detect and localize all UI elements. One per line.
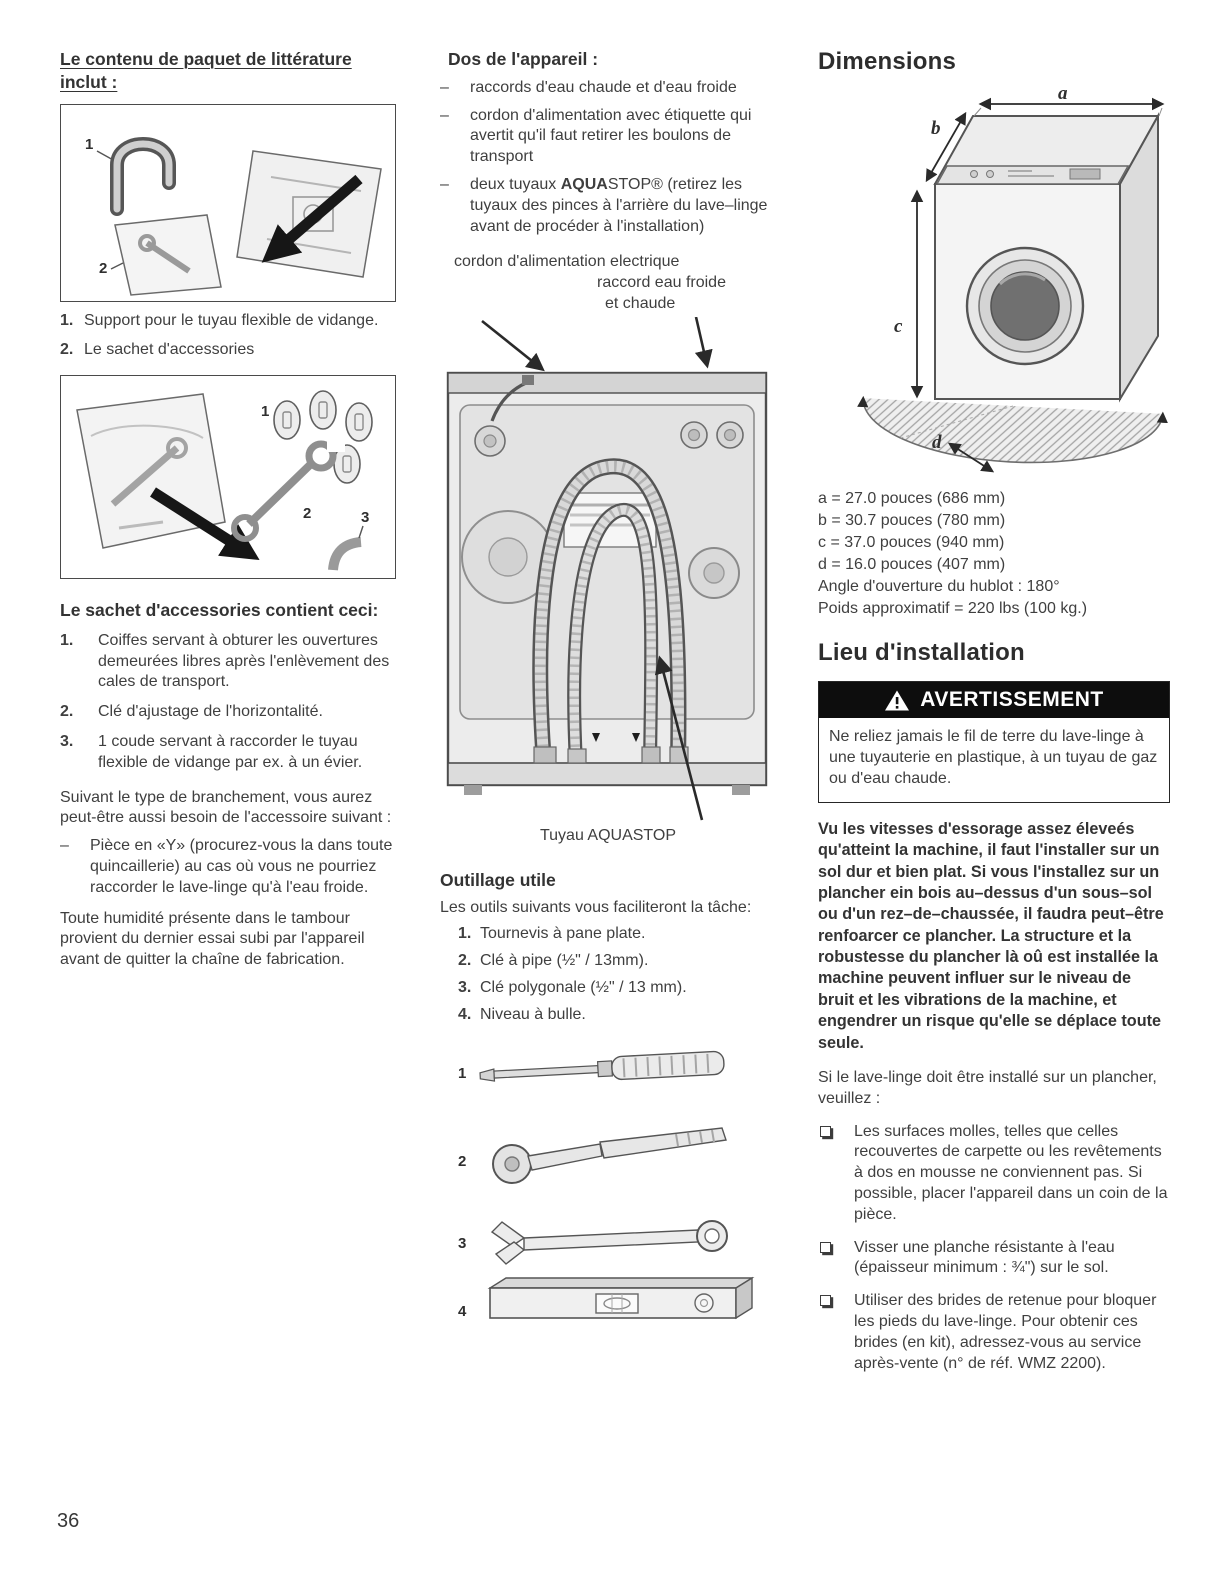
item-number: 3. xyxy=(458,979,472,997)
dash-marker: – xyxy=(60,837,69,855)
dash-text: cordon d'alimentation avec étiquette qui avertit qu'il faut retirer les boulons de transport xyxy=(470,106,752,166)
item-number: 2. xyxy=(458,952,472,970)
item-text: Tournevis à pane plate. xyxy=(480,925,646,943)
checkbox-text: Les surfaces molles, telles que celles recouvertes de carpette ou les revêtements à dos en mousse ne conviennent pas. Si possible, placer l'appareil dans un coin de la pièce. xyxy=(854,1122,1168,1223)
accessory-bag-illustration xyxy=(61,376,391,578)
tool-label-2: 2 xyxy=(458,1152,467,1170)
dash-marker: – xyxy=(440,175,449,193)
dimensions-illustration xyxy=(818,84,1170,482)
dash-marker: – xyxy=(440,78,449,96)
dash-marker: – xyxy=(440,106,449,124)
list-item xyxy=(458,978,776,999)
dimension-b: b = 30.7 pouces (780 mm) xyxy=(818,511,1006,529)
dash-item xyxy=(440,175,776,237)
dash-text: Pièce en «Y» (procurez-vous la dans toute quincaillerie) au cas où vous ne pourriez raccorder le lave-linge qu'à l'eau froide. xyxy=(90,837,393,896)
section-title-back: Dos de l'appareil : xyxy=(448,49,599,69)
figure-caption-aquastop: Tuyau AQUASTOP xyxy=(539,826,677,844)
list-item xyxy=(458,951,776,972)
item-number: 1. xyxy=(60,631,74,649)
list-item xyxy=(458,924,776,945)
dash-text xyxy=(470,175,776,237)
item-text: Clé à pipe (½" / 13mm). xyxy=(480,952,649,970)
column-left xyxy=(60,48,396,971)
checkbox-text: Utiliser des brides de retenue pour bloquer les pieds du lave-linge. Pour obtenir ces brides (en kit), adressez-vous au service après-vente (n° de réf. WMZ 2200). xyxy=(854,1292,1157,1372)
item-text: Coiffes servant à obturer les ouvertures demeurées libres après l'enlèvement des cales de transport. xyxy=(98,631,390,691)
dash-text-bold: AQUA xyxy=(560,175,608,193)
dimension-d: d = 16.0 pouces (407 mm) xyxy=(818,555,1006,573)
dimension-a: a = 27.0 pouces (686 mm) xyxy=(818,490,1006,507)
figure-washer-back xyxy=(446,317,776,822)
dimension-weight: Poids approximatif = 220 lbs (100 kg.) xyxy=(818,599,1088,617)
checkbox-square-icon xyxy=(818,1122,854,1226)
item-text: Support pour le tuyau flexible de vidange. xyxy=(84,311,379,329)
dim-label-a: a xyxy=(1058,84,1068,104)
tool-label-3: 3 xyxy=(458,1234,467,1252)
callout-line: raccord eau froide xyxy=(597,274,726,292)
item-number: 1. xyxy=(60,311,74,329)
callout-line: et chaude xyxy=(605,295,676,313)
dim-label-b: b xyxy=(931,118,941,139)
dim-label-d: d xyxy=(932,432,942,453)
callout-water-connections xyxy=(597,273,776,315)
dash-text-post: STOP® (retirez les tuyaux des pinces à l'arrière du lave–linge avant de procéder à l'installation) xyxy=(470,175,768,235)
paragraph: Si le lave-linge doit être installé sur un plancher, veuillez : xyxy=(818,1068,1157,1107)
dash-text: raccords d'eau chaude et d'eau froide xyxy=(470,78,737,96)
item-text: Clé polygonale (½" / 13 mm). xyxy=(480,979,687,997)
item-number: 4. xyxy=(458,1005,472,1023)
section-title-installation: Lieu d'installation xyxy=(818,639,1025,667)
list-item xyxy=(60,702,396,723)
paragraph: Les outils suivants vous faciliteront la tâche: xyxy=(440,898,752,916)
washer-back-illustration xyxy=(446,317,768,822)
dash-text-pre: deux tuyaux xyxy=(470,175,561,193)
list-item xyxy=(60,631,396,693)
dimension-c: c = 37.0 pouces (940 mm) xyxy=(818,533,1005,551)
dimension-angle: Angle d'ouverture du hublot : 180° xyxy=(818,577,1060,595)
column-right xyxy=(818,48,1170,1374)
item-text: Clé d'ajustage de l'horizontalité. xyxy=(98,703,323,721)
item-number: 3. xyxy=(60,733,74,751)
item-number: 2. xyxy=(60,341,74,359)
warning-header xyxy=(819,682,1169,718)
checkbox-item xyxy=(818,1291,1170,1374)
checkbox-square-icon xyxy=(818,1238,854,1280)
page-number: 36 xyxy=(57,1510,80,1532)
list-item xyxy=(60,340,396,361)
checkbox-item xyxy=(818,1238,1170,1280)
warning-box xyxy=(818,681,1170,802)
list-item xyxy=(60,732,396,774)
paragraph: Toute humidité présente dans le tambour provient du dernier essai subi par l'appareil avant de quitter la chaîne de fabrication. xyxy=(60,909,365,969)
callout-power-cord: cordon d'alimentation electrique xyxy=(454,253,680,271)
figure-label-1: 1 xyxy=(261,403,270,421)
warning-body: Ne reliez jamais le fil de terre du lave-linge à une tuyauterie en plastique, à un tuyau de gaz ou d'eau chaude. xyxy=(829,728,1158,788)
warning-title: AVERTISSEMENT xyxy=(920,688,1104,712)
tools-illustration xyxy=(450,1036,772,1334)
section-title-tools: Outillage utile xyxy=(440,869,556,890)
list-item xyxy=(60,311,396,332)
dim-label-c: c xyxy=(894,316,903,337)
tool-label-4: 4 xyxy=(458,1302,467,1320)
figure-label-1: 1 xyxy=(85,135,94,153)
figure-label-2: 2 xyxy=(303,505,312,523)
tool-label-1: 1 xyxy=(458,1064,467,1082)
figure-tools xyxy=(450,1036,776,1334)
section-title-dimensions: Dimensions xyxy=(818,48,957,75)
dash-item xyxy=(60,836,396,898)
column-middle xyxy=(440,48,776,1334)
warning-triangle-icon xyxy=(884,689,910,712)
tools-list xyxy=(458,924,776,1025)
checkbox-text: Visser une planche résistante à l'eau (épaisseur minimum : ¾") sur le sol. xyxy=(854,1238,1115,1277)
item-number: 2. xyxy=(60,703,74,721)
section-title-bag-contents: Le sachet d'accessories contient ceci: xyxy=(60,600,379,621)
dash-item xyxy=(440,106,776,168)
installation-warning-paragraph: Vu les vitesses d'essorage assez éleveés qu'atteint la machine, il faut l'installer sur un sol dur et bien plat. Si vous l'installez sur un plancher ein bois au–dessus d'un sous–sol ou d'un rez–de–chaussée, il faudra peut–être renfoarcer ce plancher. La structure et la robustesse du plancher là oû est installée la machine peuvent influer sur le niveau de bruit et les vibrations de la machine, et engendrer un risque qu'elle se déplace toute seule. xyxy=(818,819,1164,1052)
figure-dimensions xyxy=(818,84,1170,482)
item-text: 1 coude servant à raccorder le tuyau flexible de vidange par ex. à un évier. xyxy=(98,733,363,771)
item-text: Niveau à bulle. xyxy=(480,1005,586,1023)
paragraph: Suivant le type de branchement, vous aurez peut-être aussi besoin de l'accessoire suivant : xyxy=(60,788,392,827)
section-title-literature: Le contenu de paquet de littérature inclut : xyxy=(60,49,352,92)
figure-label-3: 3 xyxy=(361,509,370,527)
figure-literature-package xyxy=(60,104,396,302)
figure-accessory-bag xyxy=(60,375,396,579)
dash-item xyxy=(440,78,776,99)
checkbox-square-icon xyxy=(818,1291,854,1374)
figure-label-2: 2 xyxy=(99,259,108,277)
dimension-values xyxy=(818,488,1170,619)
item-number: 1. xyxy=(458,925,472,943)
list-item xyxy=(458,1005,776,1026)
literature-package-illustration xyxy=(61,105,391,301)
checkbox-item xyxy=(818,1122,1170,1226)
item-text: Le sachet d'accessories xyxy=(84,341,255,359)
